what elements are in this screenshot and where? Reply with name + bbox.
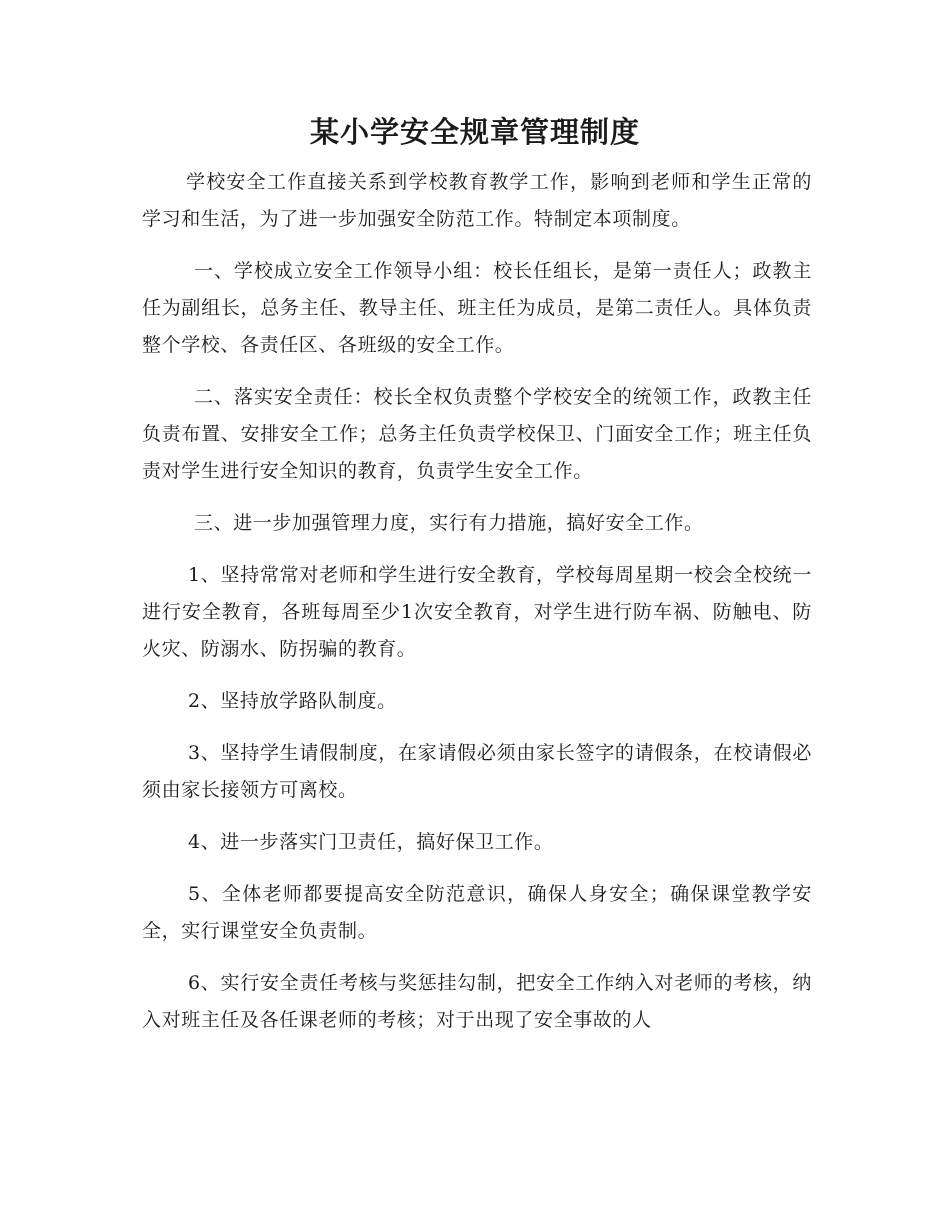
document-body [142, 164, 812, 1054]
paragraph-item-4: 4、进一步落实门卫责任，搞好保卫工作。 [188, 831, 554, 853]
paragraph-item-6: 6、实行安全责任考核与奖惩挂勾制，把安全工作纳入对老师的考核，纳入对班主任及各任课老师的考核；对于出现了安全事故的人 [142, 972, 812, 1031]
paragraph-intro: 学校安全工作直接关系到学校教育教学工作，影响到老师和学生正常的学习和生活，为了进一步加强安全防范工作。特制定本项制度。 [142, 171, 812, 230]
paragraph-section-2: 二、落实安全责任：校长全权负责整个学校安全的统领工作，政教主任负责布置、安排安全工作；总务主任负责学校保卫、门面安全工作；班主任负责对学生进行安全知识的教育，负责学生安全工作。 [142, 386, 812, 482]
paragraph-section-3: 三、进一步加强管理力度，实行有力措施，搞好安全工作。 [194, 512, 704, 534]
document-title: 某小学安全规章管理制度 [309, 115, 640, 149]
paragraph-item-1: 1、坚持常常对老师和学生进行安全教育，学校每周星期一校会全校统一进行安全教育，各班每周至少1次安全教育，对学生进行防车祸、防触电、防火灾、防溺水、防拐骗的教育。 [142, 564, 812, 660]
paragraph-section-1: 一、学校成立安全工作领导小组：校长任组长，是第一责任人；政教主任为副组长，总务主任、教导主任、班主任为成员，是第二责任人。具体负责整个学校、各责任区、各班级的安全工作。 [142, 260, 812, 356]
paragraph-item-2: 2、坚持放学路队制度。 [188, 690, 397, 712]
paragraph-item-5: 5、全体老师都要提高安全防范意识，确保人身安全；确保课堂教学安全，实行课堂安全负责制。 [142, 883, 812, 942]
paragraph-item-3: 3、坚持学生请假制度，在家请假必须由家长签字的请假条，在校请假必须由家长接领方可离校。 [142, 742, 812, 801]
